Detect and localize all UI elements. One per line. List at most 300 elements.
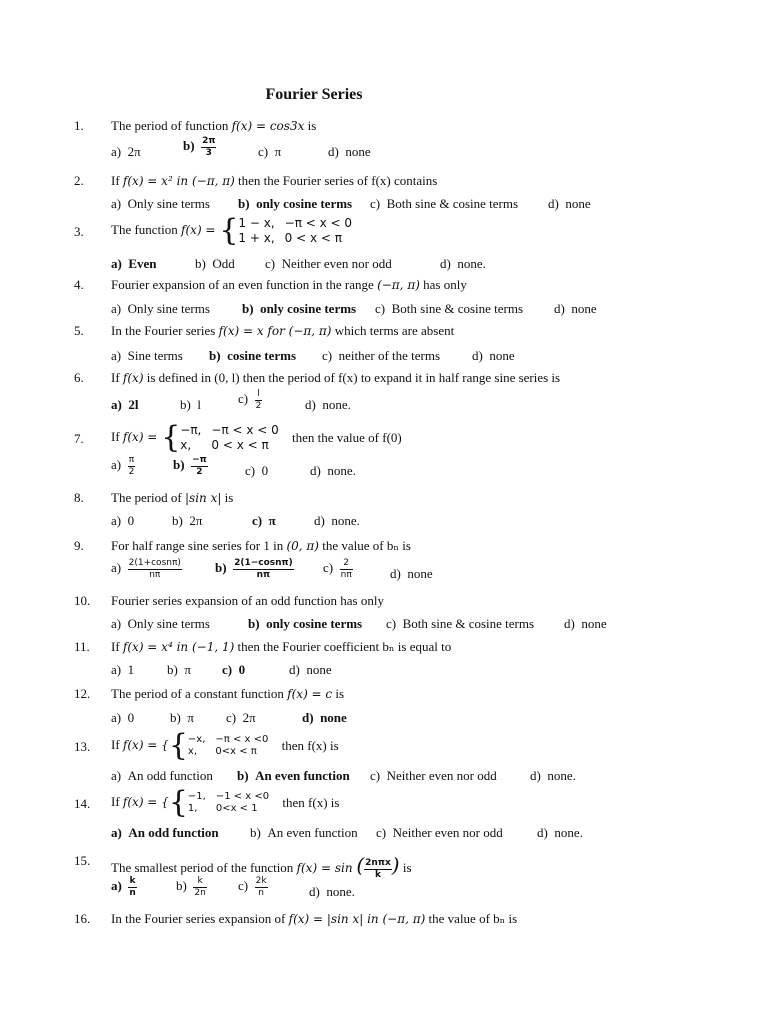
answer-option[interactable] bbox=[172, 513, 202, 529]
option-fraction bbox=[191, 455, 208, 478]
fraction-numerator: 2nπx bbox=[365, 857, 391, 868]
option-fraction bbox=[193, 876, 206, 899]
option-letter: b) bbox=[195, 256, 213, 271]
answer-option[interactable] bbox=[111, 513, 134, 529]
question-suffix: which terms are absent bbox=[331, 323, 455, 338]
math-expression: f(x) = |sin x| in (−π, π) bbox=[288, 912, 426, 926]
answer-option[interactable] bbox=[375, 301, 523, 317]
answer-option[interactable] bbox=[111, 348, 183, 364]
question-suffix: then the Fourier series of f(x) contains bbox=[234, 173, 438, 188]
question-suffix: then f(x) is bbox=[279, 795, 340, 810]
answer-option[interactable] bbox=[554, 301, 597, 317]
option-letter: b) bbox=[170, 710, 188, 725]
question-number: 9. bbox=[74, 538, 84, 553]
option-letter: a) bbox=[111, 768, 128, 783]
answer-option[interactable] bbox=[222, 662, 245, 678]
math-expression: f(x) bbox=[122, 371, 144, 385]
question-text bbox=[111, 118, 316, 134]
option-letter: b) bbox=[183, 138, 202, 154]
answer-option[interactable] bbox=[215, 558, 294, 581]
answer-option[interactable] bbox=[248, 616, 362, 632]
option-letter: d) bbox=[390, 566, 408, 581]
math-expression: (0, π) bbox=[286, 539, 319, 553]
option-text: Odd bbox=[212, 256, 235, 271]
answer-option[interactable] bbox=[195, 256, 235, 272]
question-text bbox=[111, 639, 451, 655]
option-letter: a) bbox=[111, 560, 128, 576]
option-text: cosine terms bbox=[227, 348, 297, 363]
math-expression: f(x) = x² in (−π, π) bbox=[122, 174, 235, 188]
answer-option[interactable] bbox=[111, 768, 213, 784]
case-cell: 0 < x < π bbox=[211, 438, 269, 452]
answer-option[interactable] bbox=[111, 710, 134, 726]
fraction-denominator: nπ bbox=[256, 570, 271, 580]
question-number: 12. bbox=[74, 686, 91, 701]
math-expression: |sin x| bbox=[185, 491, 222, 505]
answer-option[interactable] bbox=[440, 256, 486, 272]
question-text bbox=[111, 420, 402, 455]
answer-option[interactable] bbox=[250, 825, 358, 841]
option-text: Sine terms bbox=[127, 348, 183, 363]
option-letter: d) bbox=[440, 256, 458, 271]
option-text: Both sine & cosine terms bbox=[402, 616, 535, 631]
fraction-denominator: 2n bbox=[194, 888, 206, 898]
question-suffix: is bbox=[399, 860, 412, 875]
option-text: An odd function bbox=[128, 825, 219, 840]
option-letter: c) bbox=[375, 301, 392, 316]
answer-option[interactable] bbox=[111, 558, 182, 581]
option-letter: c) bbox=[222, 662, 239, 677]
question-text bbox=[111, 490, 233, 506]
question-number: 2. bbox=[74, 173, 84, 188]
option-letter: c) bbox=[370, 196, 387, 211]
option-text: Neither even nor odd bbox=[281, 256, 392, 271]
answer-option[interactable] bbox=[111, 256, 157, 272]
case-cell: −π < x < 0 bbox=[284, 216, 353, 230]
option-letter: c) bbox=[258, 144, 275, 159]
question-prefix: If bbox=[111, 736, 123, 752]
option-text: l bbox=[197, 397, 201, 412]
answer-option[interactable] bbox=[111, 301, 210, 317]
option-text: Neither even nor odd bbox=[386, 768, 497, 783]
option-letter: a) bbox=[111, 878, 129, 894]
question-prefix: In the Fourier series expansion of bbox=[111, 911, 289, 926]
option-letter: a) bbox=[111, 256, 129, 271]
question-text bbox=[111, 686, 344, 702]
brace-symbol: { bbox=[168, 728, 188, 763]
math-expression: f(x) = { bbox=[122, 737, 169, 752]
option-letter: d) bbox=[328, 144, 346, 159]
option-letter: b) bbox=[238, 196, 257, 211]
option-letter: d) bbox=[302, 710, 321, 725]
answer-option[interactable] bbox=[170, 710, 194, 726]
fraction-numerator: k bbox=[193, 876, 206, 888]
answer-option[interactable] bbox=[111, 662, 134, 678]
question-prefix: Fourier series expansion of an odd function has only bbox=[111, 593, 384, 608]
option-text: An even function bbox=[267, 825, 358, 840]
question-prefix: The period of a constant function bbox=[111, 686, 288, 701]
question-number: 13. bbox=[74, 739, 91, 754]
question-prefix: The period of function bbox=[111, 118, 232, 133]
option-text: none bbox=[407, 566, 433, 581]
question-number: 1. bbox=[74, 118, 84, 133]
math-expression: f(x) = bbox=[122, 429, 162, 444]
option-fraction bbox=[128, 455, 136, 478]
option-text: Even bbox=[128, 256, 157, 271]
answer-option[interactable] bbox=[289, 662, 332, 678]
option-text: none. bbox=[457, 256, 486, 271]
question-text bbox=[111, 323, 454, 339]
answer-option[interactable] bbox=[111, 397, 138, 413]
option-letter: a) bbox=[111, 196, 128, 211]
case-cell: −π, bbox=[180, 423, 202, 437]
question-suffix: is bbox=[304, 118, 317, 133]
question-text bbox=[111, 370, 560, 386]
answer-option[interactable] bbox=[111, 876, 137, 899]
option-letter: d) bbox=[548, 196, 566, 211]
option-letter: c) bbox=[245, 463, 262, 478]
option-letter: a) bbox=[111, 513, 128, 528]
question-suffix: then the Fourier coefficient bₙ is equal to bbox=[234, 639, 452, 654]
math-fraction bbox=[364, 858, 392, 881]
piecewise-cases bbox=[188, 734, 278, 758]
answer-option[interactable] bbox=[180, 397, 201, 413]
option-letter: b) bbox=[173, 457, 192, 473]
case-cell: 0<x < π bbox=[215, 746, 257, 757]
option-text: none. bbox=[326, 884, 355, 899]
option-text: none bbox=[306, 662, 332, 677]
option-letter: a) bbox=[111, 710, 128, 725]
option-text: 0 bbox=[127, 710, 135, 725]
option-text: An even function bbox=[255, 768, 350, 783]
option-text: Only sine terms bbox=[127, 301, 210, 316]
answer-option[interactable] bbox=[167, 662, 191, 678]
case-cell: −x, bbox=[187, 734, 206, 745]
piecewise-cases bbox=[180, 423, 288, 453]
question-prefix: The function bbox=[111, 221, 182, 237]
piecewise-cases bbox=[188, 791, 279, 815]
option-letter: d) bbox=[537, 825, 555, 840]
option-text: Only sine terms bbox=[127, 196, 210, 211]
option-text: 2π bbox=[189, 513, 203, 528]
answer-option[interactable] bbox=[302, 710, 347, 726]
fraction-numerator: 2(1−cosnπ) bbox=[234, 558, 293, 568]
option-letter: a) bbox=[111, 348, 128, 363]
option-text: 2π bbox=[242, 710, 256, 725]
option-letter: a) bbox=[111, 616, 128, 631]
question-text bbox=[111, 213, 362, 248]
case-cell: −1 < x <0 bbox=[215, 791, 270, 802]
question-number: 8. bbox=[74, 490, 84, 505]
question-prefix: If bbox=[111, 428, 123, 444]
answer-option[interactable] bbox=[265, 256, 392, 272]
piecewise-cases bbox=[238, 216, 362, 246]
question-suffix: then the value of f(0) bbox=[288, 430, 402, 445]
option-text: none bbox=[571, 301, 597, 316]
option-text: Both sine & cosine terms bbox=[386, 196, 519, 211]
option-text: none. bbox=[327, 463, 356, 478]
answer-option[interactable] bbox=[370, 196, 518, 212]
answer-option[interactable] bbox=[176, 876, 207, 899]
option-fraction bbox=[128, 876, 136, 899]
case-cell: −π < x <0 bbox=[215, 734, 269, 745]
fraction-numerator: 2 bbox=[340, 558, 353, 570]
option-letter: d) bbox=[530, 768, 548, 783]
option-text: 2l bbox=[128, 397, 139, 412]
question-prefix: If bbox=[111, 370, 123, 385]
question-number: 16. bbox=[74, 911, 91, 926]
option-text: 0 bbox=[261, 463, 269, 478]
math-paren: ) bbox=[391, 853, 400, 877]
answer-option[interactable] bbox=[309, 884, 355, 900]
option-letter: a) bbox=[111, 301, 128, 316]
math-expression: f(x) = { bbox=[122, 794, 169, 809]
answer-option[interactable] bbox=[376, 825, 503, 841]
question-number: 11. bbox=[74, 639, 90, 654]
option-letter: b) bbox=[167, 662, 185, 677]
question-suffix: is bbox=[221, 490, 234, 505]
fraction-denominator: n bbox=[129, 888, 136, 898]
option-letter: b) bbox=[237, 768, 256, 783]
option-letter: b) bbox=[172, 513, 190, 528]
answer-option[interactable] bbox=[328, 144, 371, 160]
question-prefix: Fourier expansion of an even function in the range bbox=[111, 277, 378, 292]
option-letter: d) bbox=[309, 884, 327, 899]
fraction-numerator: l bbox=[255, 389, 263, 401]
math-paren: ( bbox=[356, 853, 365, 877]
answer-option[interactable] bbox=[252, 513, 276, 529]
option-letter: c) bbox=[252, 513, 269, 528]
question-prefix: For half range sine series for 1 in bbox=[111, 538, 287, 553]
option-letter: c) bbox=[322, 348, 339, 363]
option-letter: b) bbox=[176, 878, 194, 894]
option-letter: b) bbox=[209, 348, 228, 363]
answer-option[interactable] bbox=[111, 455, 135, 478]
question-number: 6. bbox=[74, 370, 84, 385]
answer-option[interactable] bbox=[530, 768, 576, 784]
option-letter: a) bbox=[111, 825, 129, 840]
option-text: Only sine terms bbox=[127, 616, 210, 631]
option-fraction bbox=[128, 558, 182, 581]
question-number: 14. bbox=[74, 796, 91, 811]
option-fraction bbox=[233, 558, 294, 581]
option-letter: b) bbox=[248, 616, 267, 631]
answer-option[interactable] bbox=[242, 301, 356, 317]
option-letter: c) bbox=[238, 391, 255, 407]
option-text: 0 bbox=[238, 662, 246, 677]
option-text: none. bbox=[331, 513, 360, 528]
math-expression: f(x) = x⁴ in (−1, 1) bbox=[122, 640, 235, 654]
question-number: 3. bbox=[74, 224, 84, 239]
answer-option[interactable] bbox=[472, 348, 515, 364]
fraction-denominator: 2 bbox=[196, 467, 203, 477]
answer-option[interactable] bbox=[310, 463, 356, 479]
option-text: 1 bbox=[127, 662, 135, 677]
math-expression: f(x) = c bbox=[287, 687, 333, 701]
answer-option[interactable] bbox=[226, 710, 256, 726]
option-letter: b) bbox=[242, 301, 261, 316]
answer-option[interactable] bbox=[258, 144, 281, 160]
brace-symbol: { bbox=[168, 785, 188, 820]
fraction-denominator: n bbox=[258, 888, 264, 898]
question-text bbox=[111, 911, 517, 927]
answer-option[interactable] bbox=[111, 825, 219, 841]
math-expression: f(x) = sin bbox=[296, 861, 357, 875]
option-letter: d) bbox=[305, 397, 323, 412]
option-text: none. bbox=[322, 397, 351, 412]
answer-option[interactable] bbox=[548, 196, 591, 212]
question-suffix: the value of bₙ is bbox=[425, 911, 518, 926]
option-letter: c) bbox=[226, 710, 243, 725]
question-text bbox=[111, 538, 411, 554]
question-suffix: is defined in (0, l) then the period of f(x) to expand it in half range sine series is bbox=[143, 370, 561, 385]
option-letter: a) bbox=[111, 397, 129, 412]
option-fraction bbox=[255, 876, 268, 899]
option-text: π bbox=[184, 662, 191, 677]
case-cell: 1, bbox=[187, 803, 198, 814]
fraction-numerator: π bbox=[128, 455, 135, 465]
option-text: only cosine terms bbox=[266, 616, 363, 631]
answer-option[interactable] bbox=[238, 876, 268, 899]
option-text: none bbox=[581, 616, 607, 631]
option-letter: d) bbox=[554, 301, 572, 316]
option-letter: b) bbox=[180, 397, 198, 412]
option-letter: a) bbox=[111, 662, 128, 677]
option-letter: d) bbox=[289, 662, 307, 677]
answer-option[interactable] bbox=[314, 513, 360, 529]
question-text bbox=[111, 277, 467, 293]
option-letter: d) bbox=[310, 463, 328, 478]
option-letter: c) bbox=[386, 616, 403, 631]
question-prefix: The smallest period of the function bbox=[111, 860, 297, 875]
option-text: none bbox=[345, 144, 371, 159]
option-text: only cosine terms bbox=[260, 301, 357, 316]
fraction-numerator: −π bbox=[192, 455, 207, 465]
question-text bbox=[111, 593, 384, 609]
option-text: 0 bbox=[127, 513, 135, 528]
question-prefix: If bbox=[111, 639, 123, 654]
option-letter: c) bbox=[265, 256, 282, 271]
option-text: only cosine terms bbox=[256, 196, 353, 211]
math-expression: f(x) = x for (−π, π) bbox=[218, 324, 332, 338]
answer-option[interactable] bbox=[305, 397, 351, 413]
question-number: 5. bbox=[74, 323, 84, 338]
case-cell: x, bbox=[180, 438, 192, 452]
question-number: 15. bbox=[74, 853, 91, 868]
case-cell: 1 − x, bbox=[238, 216, 275, 230]
page-title: Fourier Series bbox=[265, 86, 363, 103]
answer-option[interactable] bbox=[386, 616, 534, 632]
case-cell: −1, bbox=[187, 791, 206, 802]
fraction-numerator: 2π bbox=[202, 136, 216, 146]
option-fraction bbox=[255, 389, 263, 412]
answer-option[interactable] bbox=[238, 196, 352, 212]
fraction-denominator: 3 bbox=[205, 148, 212, 158]
option-text: none. bbox=[554, 825, 583, 840]
option-text: 2π bbox=[127, 144, 141, 159]
option-letter: d) bbox=[564, 616, 582, 631]
math-expression: f(x) = cos3x bbox=[231, 119, 305, 133]
option-text: An odd function bbox=[127, 768, 213, 783]
option-letter: a) bbox=[111, 144, 128, 159]
case-cell: x, bbox=[187, 746, 198, 757]
option-text: neither of the terms bbox=[338, 348, 441, 363]
option-letter: d) bbox=[472, 348, 490, 363]
answer-option[interactable] bbox=[537, 825, 583, 841]
question-text bbox=[111, 785, 340, 820]
answer-option[interactable] bbox=[564, 616, 607, 632]
option-text: none bbox=[489, 348, 515, 363]
case-cell: −π < x < 0 bbox=[211, 423, 279, 437]
answer-option[interactable] bbox=[209, 348, 296, 364]
question-prefix: If bbox=[111, 173, 123, 188]
option-text: none bbox=[565, 196, 591, 211]
answer-option[interactable] bbox=[322, 348, 440, 364]
question-number: 4. bbox=[74, 277, 84, 292]
fraction-numerator: 2k bbox=[255, 876, 267, 886]
option-letter: d) bbox=[314, 513, 332, 528]
option-letter: a) bbox=[111, 457, 128, 473]
fraction-denominator: k bbox=[374, 869, 381, 880]
answer-option[interactable] bbox=[111, 144, 141, 160]
question-prefix: The period of bbox=[111, 490, 186, 505]
answer-option[interactable] bbox=[111, 196, 210, 212]
answer-option[interactable] bbox=[370, 768, 497, 784]
question-suffix: the value of bₙ is bbox=[318, 538, 411, 553]
answer-option[interactable] bbox=[323, 558, 353, 581]
fraction-numerator: 2(1+cosnπ) bbox=[128, 558, 181, 568]
answer-option[interactable] bbox=[238, 389, 262, 412]
fraction-numerator: k bbox=[129, 876, 136, 886]
case-cell: 0 < x < π bbox=[284, 231, 342, 245]
math-expression: f(x) = bbox=[181, 222, 220, 237]
option-letter: c) bbox=[376, 825, 393, 840]
option-fraction bbox=[340, 558, 353, 581]
fraction-denominator: 2 bbox=[128, 467, 135, 477]
fraction-denominator: nπ bbox=[340, 570, 352, 580]
brace-symbol: { bbox=[219, 213, 239, 248]
answer-option[interactable] bbox=[390, 566, 433, 582]
answer-option[interactable] bbox=[183, 136, 216, 159]
option-letter: c) bbox=[238, 878, 255, 894]
option-letter: b) bbox=[250, 825, 268, 840]
option-text: none. bbox=[547, 768, 576, 783]
option-letter: b) bbox=[215, 560, 234, 576]
answer-option[interactable] bbox=[173, 455, 208, 478]
fraction-denominator: nπ bbox=[149, 570, 161, 580]
option-text: π bbox=[268, 513, 276, 528]
question-number: 10. bbox=[74, 593, 91, 608]
option-letter: c) bbox=[370, 768, 387, 783]
question-suffix: then f(x) is bbox=[278, 738, 339, 753]
answer-option[interactable] bbox=[111, 616, 210, 632]
question-suffix: is bbox=[332, 686, 345, 701]
fraction-denominator: 2 bbox=[255, 401, 262, 411]
brace-symbol: { bbox=[161, 420, 181, 455]
option-text: none bbox=[320, 710, 347, 725]
case-cell: 0<x < 1 bbox=[215, 803, 258, 814]
question-text bbox=[111, 173, 437, 189]
question-text bbox=[111, 728, 339, 763]
option-text: π bbox=[274, 144, 282, 159]
option-letter: c) bbox=[323, 560, 340, 576]
question-number: 7. bbox=[74, 431, 84, 446]
option-fraction bbox=[201, 136, 216, 159]
answer-option[interactable] bbox=[237, 768, 350, 784]
option-text: π bbox=[187, 710, 194, 725]
answer-option[interactable] bbox=[245, 463, 268, 479]
math-expression: (−π, π) bbox=[377, 278, 420, 292]
